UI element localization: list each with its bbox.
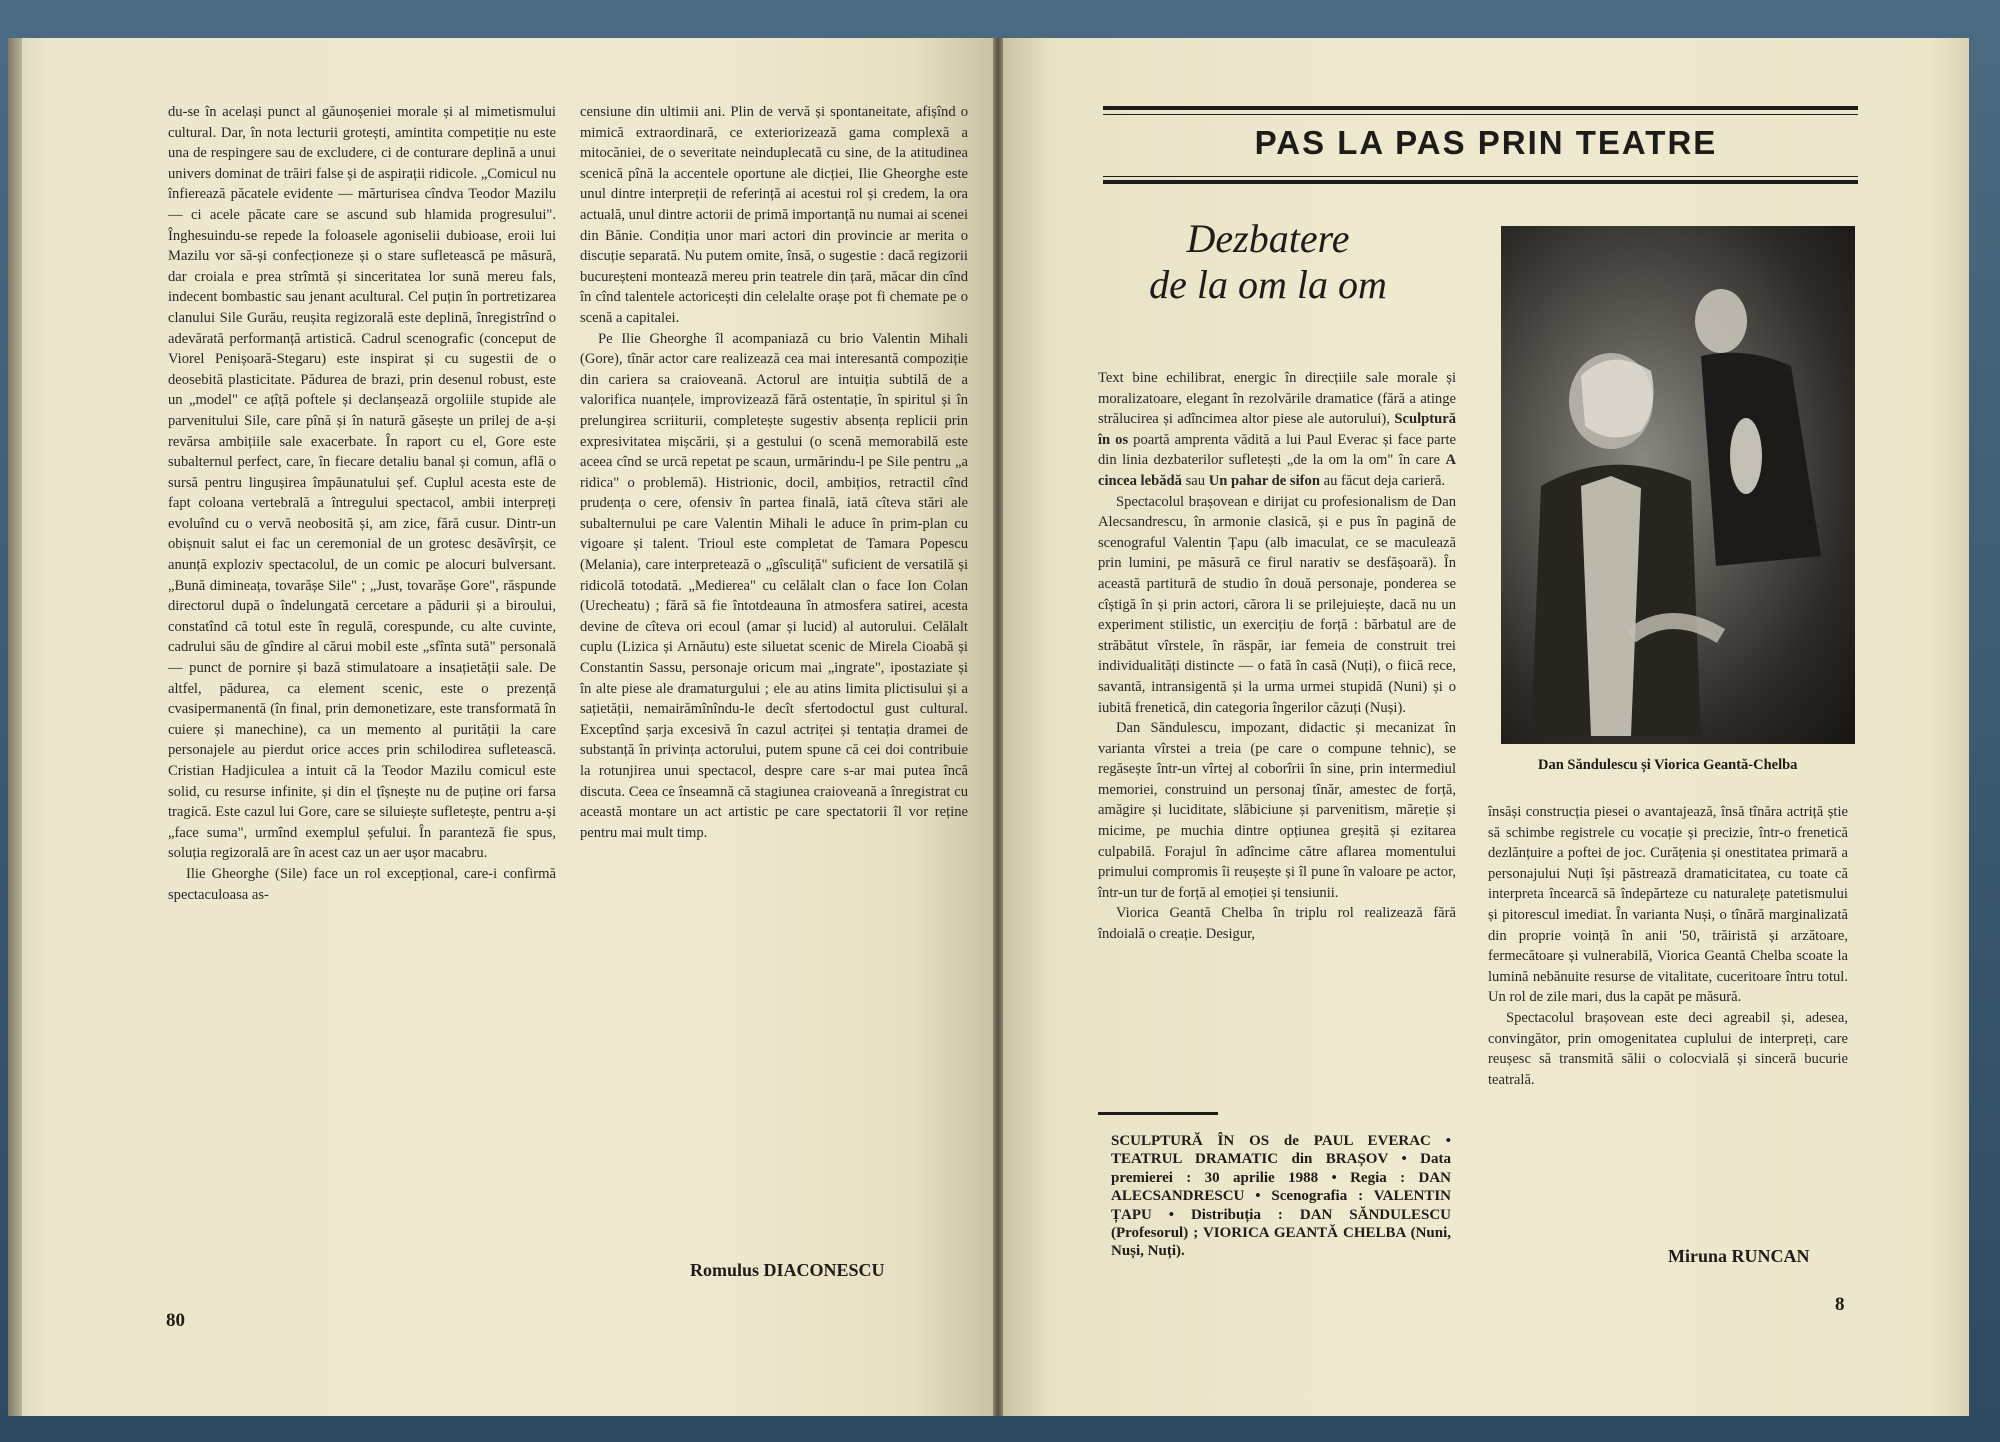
page-number: 80: [166, 1310, 185, 1331]
left-column-2: [580, 102, 968, 843]
section-title: PAS LA PAS PRIN TEATRE: [1254, 124, 1718, 161]
page-edge: [8, 38, 22, 1416]
left-column-1: [168, 102, 556, 905]
paragraph: Ilie Gheorghe (Sile) face un rol excepțional, care-i confirmă spectaculoasa as-: [168, 865, 556, 903]
paragraph: Text bine echilibrat, energic în direcțiile sale morale și moralizatoare, elegant în rezolvările dramatice (fără a atinge strălucirea și adîncimea altor piese ale autorului), Sculptură în os poartă amprenta vădită a lui Paul Everac și face parte din linia dezbaterilor sufletești „de la om la om" în care A cincea lebădă sau Un pahar de sifon au făcut deja carieră.: [1098, 370, 1456, 489]
page-number: 8: [1835, 1294, 1845, 1315]
rule-top: [1103, 106, 1858, 110]
paragraph: însăși construcția piesei o avantajează, însă tînăra actriță știe să schimbe registrele cu vocație și precizie, într-o frenetică dezlănțuire a poftei de joc. Curățenia și onestitatea primară a personajului Nuți își păstrează dramaticitatea, cu toate că interpreta încearcă să îndepărteze cu naturalețe patetismului și pitorescul imediat. În varianta Nuși, o tînără marginalizată din proprie voință în anii '50, trăiristă și arzătoare, fermecătoare și vulnerabilă, Viorica Geantă Chelba scoate la lumină nebănuite resurse de vitalitate, cuceritoare întru totul. Un rol de zile mari, dus la capăt pe măsură.: [1488, 804, 1848, 1006]
rule-bottom: [1103, 180, 1858, 184]
paragraph: censiune din ultimii ani. Plin de vervă și spontaneitate, afișînd o mimică extraordinară, ce exteriorizează gama complexă a mitocăniei, de o severitate neinduplecată cu sine, de la atitudinea scenică pînă la accentele oportune ale dicției, Ilie Gheorghe este unul dintre interpreții de referință ai acestui rol și credem, la ora actuală, unul dintre actorii de primă importanță nu numai ai scenei din Bănie. Condiția unor mari actori din provincie ar merita o discuție separată. Nu putem omite, însă, o sugestie : dacă regizorii bucureșteni montează mereu prin teatrele din țară, măcar din cînd în cînd talentele actoricești din celelalte orașe pot fi chemate pe o scenă a capitalei.: [580, 104, 968, 326]
play-title: Un pahar de sifon: [1208, 472, 1320, 489]
paragraph: Spectacolul brașovean e dirijat cu profesionalism de Dan Alecsandrescu, în armonie clasică, și e pus în pagină de scenograful Valentin Țapu (alb imaculat, ce se maculează prin lumini, pe măsură ce firul narativ se desfășoară). În această partitură de studio în două personaje, ponderea se cîștigă în și prin actori, cărora li se prilejuiește, dacă nu un experiment stilistic, un exercițiu de forță : bărbatul are de străbătut vîrstele, în răspăr, iar femeia de construit trei individualități distincte — o fată în casă (Nuți), o fiică rece, savantă, intransigentă și la urma urmei stupidă (Nuni) și o iubită frenetică, din categoria îngerilor căzuți (Nuși).: [1098, 493, 1456, 716]
article-headline: [1088, 216, 1448, 308]
paragraph: Viorica Geantă Chelba în triplu rol realizează fără îndoială o creație. Desigur,: [1098, 905, 1456, 943]
headline-line: Dezbatere: [1186, 216, 1350, 261]
right-column-2: [1488, 802, 1848, 1090]
right-page: [1003, 38, 1969, 1416]
headline-line: de la om la om: [1149, 262, 1387, 307]
paragraph: Spectacolul brașovean este deci agreabil și, adesea, convingător, prin omogenitatea cuplului de interpreți, care reușesc să transmită sălii o colocvială și sinceră bucurie teatrală.: [1488, 1009, 1848, 1088]
production-credits: SCULPTURĂ ÎN OS de PAUL EVERAC • TEATRUL DRAMATIC din BRAȘOV • Data premierei : 30 aprilie 1988 • Regia : DAN ALECSANDRESCU • Scenografia : VALENTIN ȚAPU • Distribuția : DAN SĂNDULESCU (Profesorul) ; VIORICA GEANTĂ CHELBA (Nuni, Nuși, Nuți).: [1111, 1133, 1451, 1260]
paragraph: Dan Săndulescu, impozant, didactic și mecanizat în varianta vîrstei a treia (pe care o compune tehnic), se regăsește într-un vîrtej al coborîrii în sine, prin intermediul memoriei, construind un personaj tînăr, amestec de forță, amăgire și luciditate, slăbiciune și parvenitism, măreție și micime, pe muchia dintre opțiunea greșită și ezitarea culpabilă. Forajul în adîncime către aflarea momentului primului compromis îi reușește și îl pune în valoare pe actor, într-un tur de forță al emoției și tensiunii.: [1098, 720, 1456, 901]
performance-photo: [1501, 226, 1855, 744]
photo-figures: [1501, 226, 1855, 744]
paragraph: du-se în același punct al găunoșeniei morale și al mimetismului cultural. Dar, în nota lecturii grotești, amintita competiție nu este una de respingere sau de excludere, ci de conturare deplină a unui univers dominat de trăiri false și de aspirații ridicole. „Comicul nu înfierează păcatele evidente — mărturisea cîndva Teodor Mazilu — ci acele păcate care se ascund sub hlamida progresului". Înghesuindu-se repede la foloasele agoniselii dubioase, eroii lui Mazilu vor să-și confecționeze și o stare sufletească pe măsură, dar croiala e prea strîmtă și sinceritatea lor sună mereu fals, indecent bombastic sau jenant acultural. Cel puțin în portretizarea clanului Sile Gurău, reușita regizorală este deplină, înregistrînd o adevărată performanță artistică. Cadrul scenografic (conceput de Viorel Penișoară-Stegaru) este inspirat și cu sugestii de o deosebită plasticitate. Pădurea de brazi, prin desenul robust, este un „model" ce ațîță poftele și declanșează orgoliile stupide ale parvenitului Sile, care pînă și în natură găsește un prilej de a-și revărsa ambițiile sale exacerbate. În raport cu el, Gore este subalternul perfect, care, în fiecare detaliu banal și comun, află o sursă pentru lingușirea împăunatului șef. Cuplul acesta este de fapt coloana vertebrală a întregului spectacol, ambii interpreți evoluînd cu o vervă neobosită și, am zice, fără cusur. Dintr-un obișnuit salut ei fac un ceremonial de un grotesc desăvîrșit, ce anunță exploziv spectacolul, de un comic pe alocuri bulversant. „Bună dimineața, tovarășe Sile" ; „Just, tovarășe Gore", răspunde directorul după o îndelungată cercetare a pădurii și a biroului, constatînd că totul este în regulă, corespunde, cu alte cuvinte, cadrului său de gîndire al cărui mobil este „sfînta sută" personală — punct de pornire și bază stimulatoare a insațietății sale. De altfel, pădurea, ca element scenic, este o prezență cvasipermanentă (în final, prin demonetizare, este transformată în cuiere și manechine), ca un memento al purității la care personajele au pierdut orice acces prin schilodirea sufletească. Cristian Hadjiculea a intuit că la Teodor Mazilu comicul este solid, cu resurse infinite, și din el țîșnește nu de puține ori farsa tragică. Este cazul lui Gore, care se siluiește sufletește, pentru a-și „face suma", urmînd exemplul șefului. În paranteză fie spus, soluția regizorală are în acest caz un aer ușor macabru.: [168, 104, 556, 862]
right-column-1: [1098, 368, 1456, 945]
book-gutter: [993, 38, 1003, 1416]
left-page: [8, 38, 993, 1416]
author-signature: Miruna RUNCAN: [1668, 1246, 1810, 1266]
rule-bottom-thin: [1103, 176, 1858, 177]
play-title: A cincea lebădă: [1098, 452, 1456, 489]
credits-rule: [1098, 1112, 1218, 1115]
photo-caption: Dan Săndulescu și Viorica Geantă-Chelba: [1538, 757, 1798, 773]
paragraph: Pe Ilie Gheorghe îl acompaniază cu brio Valentin Mihali (Gore), tînăr actor care realizează cea mai interesantă compoziție din cariera sa craioveană. Actorul are intuiția subtilă de a valorifica nuanțele, improvizează fără ostentație, în spiritul și în prelungirea scriiturii, completește sugestiv absența replicii prin expresivitatea mișcării, și a gestului (o scenă memorabilă este aceea cînd se urcă repetat pe scaun, urmărindu-l pe Sile pentru „a ridica" o problemă). Histrionic, docil, ambițios, retractil cînd prudența o cere, ofensiv în partea finală, iată cîteva stări ale subalternului pe care Valentin Mihali le aduce în prim-plan cu vigoare și talent. Trioul este completat de Tamara Popescu (Melania), care interpretează o „gîsculiță" suficient de versatilă și ridicolă totodată. „Medierea" cu celălalt clan o face Ion Colan (Urecheatu) ; fără să fie întotdeauna în atmosfera satirei, acesta devine de cîteva ori ecoul (amar și lucid) al autorului. Celălalt cuplu (Lizica și Arnăutu) este siluetat scenic de Mirela Cioabă și Constantin Sassu, personaje oricum mai „ingrate", ipostaziate și în alte piese ale dramaturgului ; ele au atins limita plictisului și a sațietății, nemairămînîndu-le decît sfertodoctul gust cultural. Exceptînd șarja excesivă în cazul actriței și tentația dramei de substanță în privința actorului, putem spune că cei doi contribuie la rotunjirea unui spectacol, despre care s-ar mai putea încă discuta. Ceea ce înseamnă că stagiunea craioveană a înregistrat cu această montare un act artistic pe care spectatorii îl vor reține pentru mai mult timp.: [580, 330, 968, 841]
play-title: Sculptură în os: [1098, 411, 1456, 448]
rule-top-thin: [1103, 114, 1858, 115]
author-signature: Romulus DIACONESCU: [690, 1260, 885, 1280]
